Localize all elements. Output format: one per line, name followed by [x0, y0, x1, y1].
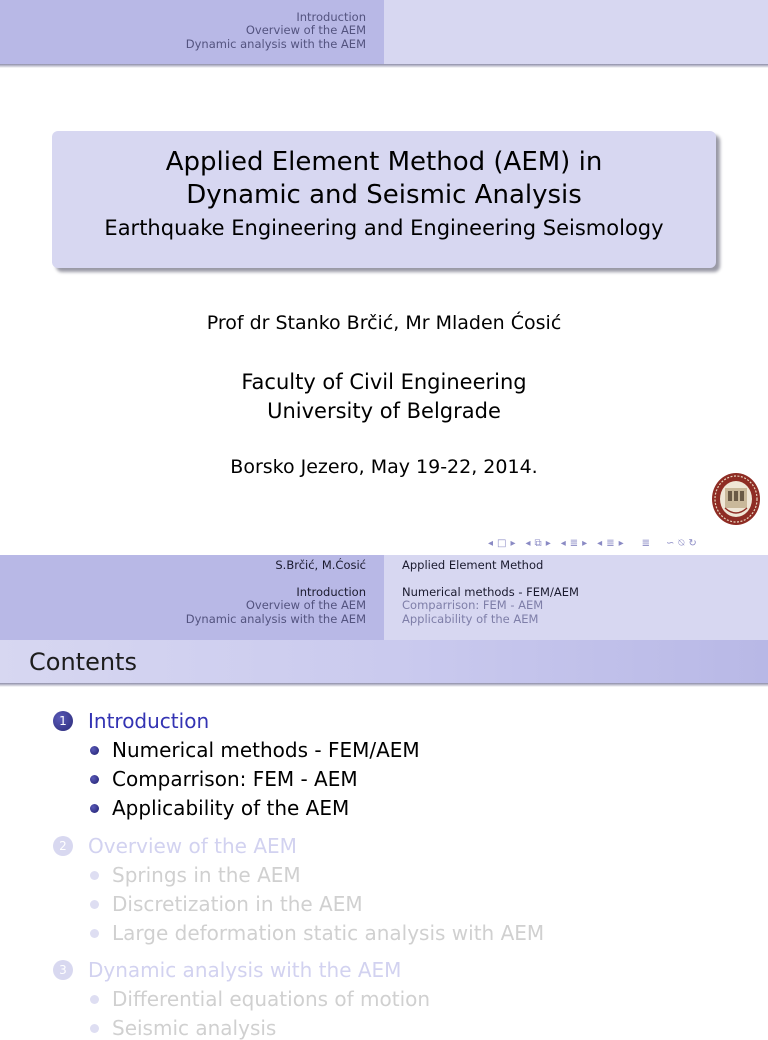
toc-item-label: Springs in the AEM: [112, 863, 301, 887]
authors: Prof dr Stanko Brčić, Mr Mladen Ćosić: [206, 312, 562, 334]
header-section-introduction[interactable]: Introduction: [296, 585, 366, 599]
bullet-icon: [90, 1024, 99, 1033]
nav-frame-next-icon[interactable]: ▸: [510, 537, 516, 549]
bullet-icon: [90, 775, 99, 784]
toc-section-label: Dynamic analysis with the AEM: [88, 958, 402, 982]
nav-doc-next-icon[interactable]: ▸: [618, 537, 624, 549]
header-nav-introduction[interactable]: Introduction: [296, 10, 366, 24]
toc-item-label: Numerical methods - FEM/AEM: [112, 738, 420, 762]
nav-doc-prev-icon[interactable]: ◂: [597, 537, 603, 549]
toc-item[interactable]: [90, 892, 363, 916]
toc-item-label: Applicability of the AEM: [112, 796, 350, 820]
beamer-navigation-bar[interactable]: [488, 536, 697, 550]
header-shadow: [0, 64, 768, 68]
nav-doc-icon[interactable]: ≣: [606, 537, 615, 549]
bullet-icon: [90, 871, 99, 880]
header-subsection-applicability[interactable]: Applicability of the AEM: [402, 612, 539, 626]
toc-section-1[interactable]: [53, 709, 209, 733]
header-nav-overview[interactable]: Overview of the AEM: [245, 23, 366, 37]
toc-item[interactable]: [90, 921, 544, 945]
header-subsection-numerical[interactable]: Numerical methods - FEM/AEM: [402, 585, 579, 599]
toc-item-label: Differential equations of motion: [112, 987, 431, 1011]
toc-item[interactable]: [90, 767, 358, 791]
toc-item-label: Seismic analysis: [112, 1016, 277, 1040]
header-section-dynamic[interactable]: Dynamic analysis with the AEM: [185, 612, 366, 626]
toc-item[interactable]: [90, 863, 301, 887]
toc-item[interactable]: [90, 987, 430, 1011]
university-seal-icon: [711, 472, 761, 526]
title-box: [52, 131, 716, 268]
frame-title-shadow: [0, 683, 768, 687]
bullet-icon: [90, 995, 99, 1004]
institute-line-2: University of Belgrade: [267, 399, 501, 423]
bullet-icon: [90, 929, 99, 938]
nav-section-icon[interactable]: ≣: [569, 537, 579, 549]
nav-frame-prev-icon[interactable]: ◂: [488, 537, 494, 549]
section-number-badge: 2: [53, 836, 73, 856]
header-presentation-title: Applied Element Method: [402, 558, 544, 572]
nav-section-prev-icon[interactable]: ◂: [560, 537, 566, 549]
header-subsection-comparison[interactable]: Comparrison: FEM - AEM: [402, 598, 544, 612]
toc-item[interactable]: [90, 738, 420, 762]
institute-line-1: Faculty of Civil Engineering: [241, 370, 527, 394]
nav-search-icon[interactable]: ⍉: [678, 537, 685, 549]
nav-subsection-icon[interactable]: ⧉: [534, 537, 542, 549]
toc-section-3[interactable]: [53, 958, 401, 982]
bullet-icon: [90, 746, 99, 755]
nav-forward-icon[interactable]: ↻: [688, 537, 697, 549]
toc-item-label: Discretization in the AEM: [112, 892, 363, 916]
toc-item[interactable]: [90, 1016, 276, 1040]
contents-slide: [0, 555, 768, 1040]
bullet-icon: [90, 900, 99, 909]
nav-back-icon[interactable]: ∽: [666, 537, 675, 549]
frame-title: Contents: [29, 648, 137, 676]
title-line-2: Dynamic and Seismic Analysis: [186, 180, 582, 210]
toc-item-label: Comparrison: FEM - AEM: [112, 767, 358, 791]
nav-frame-icon[interactable]: □: [497, 537, 507, 549]
header-right-panel: [384, 0, 768, 66]
toc-section-2[interactable]: [53, 834, 297, 858]
section-number-badge: 1: [53, 711, 73, 731]
toc-section-label: Introduction: [88, 709, 210, 733]
toc-item-label: Large deformation static analysis with AEM: [112, 921, 545, 945]
header-section-overview[interactable]: Overview of the AEM: [245, 598, 366, 612]
title-line-1: Applied Element Method (AEM) in: [165, 147, 603, 177]
toc-section-label: Overview of the AEM: [88, 834, 297, 858]
subtitle: Earthquake Engineering and Engineering Seismology: [104, 216, 664, 240]
header-authors: S.Brčić, M.Ćosić: [275, 558, 366, 572]
bullet-icon: [90, 804, 99, 813]
toc-item[interactable]: [90, 796, 349, 820]
nav-subsection-prev-icon[interactable]: ◂: [525, 537, 531, 549]
section-number-badge: 3: [53, 960, 73, 980]
nav-toc-icon[interactable]: ≣: [641, 537, 651, 549]
nav-subsection-next-icon[interactable]: ▸: [545, 537, 551, 549]
header-nav-dynamic-analysis[interactable]: Dynamic analysis with the AEM: [185, 37, 366, 51]
date-location: Borsko Jezero, May 19-22, 2014.: [230, 456, 538, 478]
nav-section-next-icon[interactable]: ▸: [582, 537, 588, 549]
